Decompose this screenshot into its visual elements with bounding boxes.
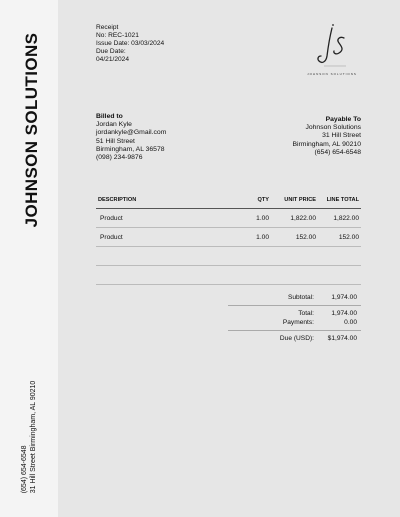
due-group [228, 331, 361, 346]
sidebar-contact [20, 381, 38, 494]
subtotal-label: Subtotal: [287, 294, 314, 301]
row-qty: 1.00 [256, 233, 269, 241]
billed-to-heading: Billed to [96, 113, 123, 120]
table-row-empty [96, 266, 361, 285]
payable-to-phone: (654) 654-6548 [314, 148, 361, 156]
billed-to-street: 51 Hill Street [96, 137, 135, 145]
due-line [228, 334, 361, 343]
header-line-total: LINE TOTAL [326, 197, 359, 203]
total-value: 1,974.00 [331, 310, 357, 317]
receipt-title: Receipt [96, 24, 119, 31]
table-row-empty [96, 247, 361, 266]
receipt-number: No: REC-1021 [96, 32, 139, 39]
payable-to-street: 31 Hill Street [322, 132, 361, 140]
table-header [96, 192, 361, 209]
sidebar-address: 31 Hill Street Birmingham, AL 90210 [30, 380, 37, 494]
row-qty: 1.00 [256, 214, 269, 222]
sidebar [0, 0, 58, 517]
line-items-table [96, 192, 361, 285]
row-line-total: 152.00 [338, 233, 359, 241]
payable-to-heading: Payable To [325, 116, 361, 123]
billed-to [96, 113, 166, 162]
header-description: DESCRIPTION [98, 197, 137, 203]
sidebar-phone: (654) 654-6548 [21, 445, 28, 494]
table-row [96, 209, 361, 228]
issue-date: Issue Date: 03/03/2024 [96, 40, 165, 47]
payable-to-name: Johnson Solutions [305, 124, 361, 132]
signature-logo-icon [306, 22, 358, 70]
receipt-meta [96, 24, 164, 64]
row-line-total: 1,822.00 [333, 214, 359, 222]
due-label: Due (USD): [279, 335, 314, 342]
payments-label: Payments: [282, 319, 314, 326]
company-logo [306, 22, 358, 78]
payable-to [292, 116, 361, 157]
payable-to-city: Birmingham, AL 90210 [292, 140, 361, 148]
due-date-label: Due Date: [96, 48, 126, 55]
billed-to-name: Jordan Kyle [96, 121, 132, 129]
total-line [228, 309, 361, 318]
subtotal-group [228, 290, 361, 306]
subtotal-value: 1,974.00 [331, 294, 357, 301]
total-label: Total: [298, 310, 314, 317]
billed-to-city: Birmingham, AL 36578 [96, 145, 165, 153]
header-unit-price: UNIT PRICE [284, 197, 316, 203]
company-name-vertical: JOHNSON SOLUTIONS [22, 32, 41, 228]
subtotal-line [228, 293, 361, 302]
row-description: Product [100, 214, 123, 222]
receipt-body [58, 0, 400, 517]
total-group [228, 306, 361, 331]
payments-value: 0.00 [344, 319, 357, 326]
totals-block [228, 290, 361, 346]
row-description: Product [100, 233, 123, 241]
due-date: 04/21/2024 [96, 56, 130, 63]
table-row [96, 228, 361, 247]
row-unit-price: 1,822.00 [290, 214, 316, 222]
payments-line [228, 318, 361, 327]
header-qty: QTY [257, 197, 269, 203]
row-unit-price: 152.00 [295, 233, 316, 241]
billed-to-email: jordankyle@Gmail.com [96, 129, 167, 137]
billed-to-phone: (098) 234-9876 [96, 154, 143, 162]
due-value: $1,974.00 [327, 335, 357, 342]
logo-tagline: JOHNSON SOLUTIONS [307, 72, 357, 76]
